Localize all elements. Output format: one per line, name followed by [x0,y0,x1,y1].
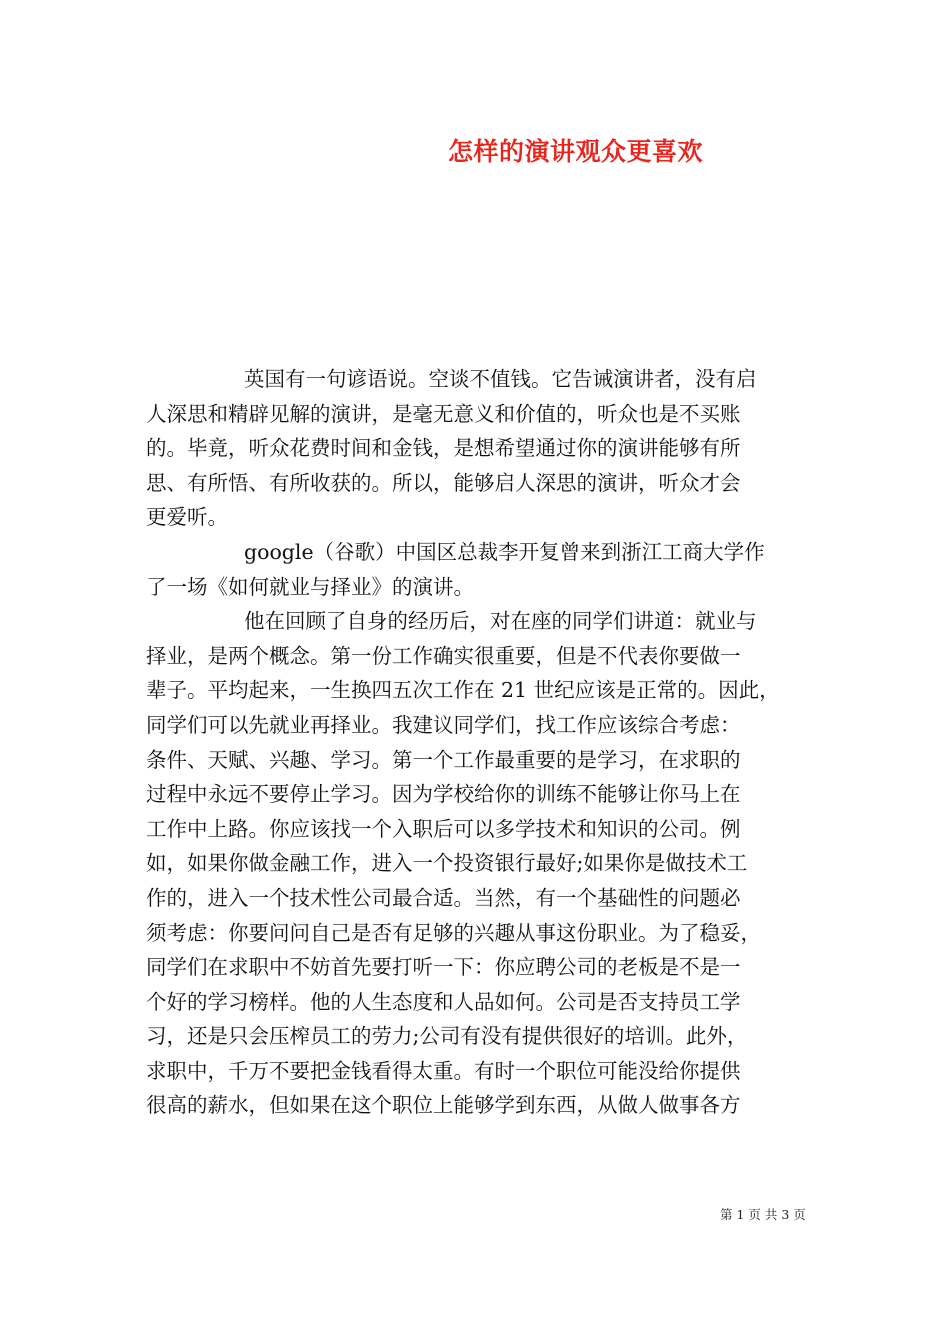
paragraph-line: 择业，是两个概念。第一份工作确实很重要，但是不代表你要做一 [146,643,741,668]
paragraph-line: 求职中，千万不要把金钱看得太重。有时一个职位可能没给你提供 [146,1058,741,1083]
paragraph-line: 条件、天赋、兴趣、学习。第一个工作最重要的是学习，在求职的 [146,747,741,772]
paragraph-line: 的。毕竟，听众花费时间和金钱，是想希望通过你的演讲能够有所 [146,436,741,461]
paragraph-line: 人深思和精辟见解的演讲，是毫无意义和价值的，听众也是不买账 [146,401,741,426]
paragraph-line: 同学们在求职中不妨首先要打听一下：你应聘公司的老板是不是一 [146,955,741,980]
document-body [146,362,811,1123]
paragraph-line: 须考虑：你要问问自己是否有足够的兴趣从事这份职业。为了稳妥， [146,920,761,945]
paragraph-line: 过程中永远不要停止学习。因为学校给你的训练不能够让你马上在 [146,782,741,807]
page-number-footer: 第 1 页 共 3 页 [720,1207,806,1222]
paragraph-line: 工作中上路。你应该找一个入职后可以多学技术和知识的公司。例 [146,816,741,841]
paragraph-line: 思、有所悟、有所收获的。所以，能够启人深思的演讲，听众才会 [146,470,741,495]
paragraph-line: 个好的学习榜样。他的人生态度和人品如何。公司是否支持员工学 [146,989,741,1014]
paragraph-line: 作的，进入一个技术性公司最合适。当然，有一个基础性的问题必 [146,885,741,910]
paragraph-line: 了一场《如何就业与择业》的演讲。 [146,574,474,599]
paragraph-line: 辈子。平均起来，一生换四五次工作在 21 世纪应该是正常的。因此， [146,678,780,703]
paragraph-line: 更爱听。 [146,505,228,530]
paragraph-line: 很高的薪水，但如果在这个职位上能够学到东西，从做人做事各方 [146,1093,741,1118]
paragraph-line: 习，还是只会压榨员工的劳力;公司有没有提供很好的培训。此外， [146,1024,748,1049]
paragraph-line: 如，如果你做金融工作，进入一个投资银行最好;如果你是做技术工 [146,851,748,876]
paragraph-line: 英国有一句谚语说。空谈不值钱。它告诫演讲者，没有启 [244,367,757,391]
paragraph-line: google（谷歌）中国区总裁李开复曾来到浙江工商大学作 [244,539,765,564]
page-title: 怎样的演讲观众更喜欢 [448,137,704,166]
paragraph-line: 同学们可以先就业再择业。我建议同学们，找工作应该综合考虑： [146,712,741,737]
paragraph-line: 他在回顾了自身的经历后，对在座的同学们讲道：就业与 [244,609,757,634]
